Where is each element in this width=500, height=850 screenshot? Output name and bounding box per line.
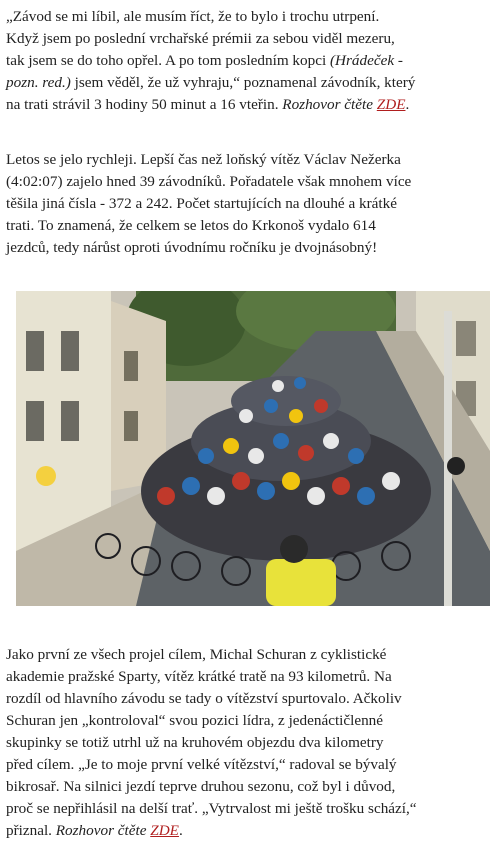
italic-text: Rozhovor čtěte <box>55 822 151 839</box>
text-segment: těšila jiná čísla - 372 a 242. Počet startujících na dlouhé a krátké <box>6 195 397 212</box>
text-line <box>6 798 496 820</box>
text-line <box>6 688 496 710</box>
text-segment: Když jsem po poslední vrchařské prémii za sebou viděl mezeru, <box>6 30 395 47</box>
text-segment: před cílem. „Je to moje první velké vítězství,“ radoval se bývalý <box>6 756 397 773</box>
text-line <box>6 644 496 666</box>
text-line <box>6 171 496 193</box>
text-segment: na trati strávil 3 hodiny 50 minut a 16 vteřin. <box>6 96 283 113</box>
text-line <box>6 149 496 171</box>
text-segment: . <box>405 96 410 113</box>
paragraph-race-stats <box>6 149 496 259</box>
italic-text: Rozhovor čtěte <box>282 96 377 113</box>
text-line <box>6 215 496 237</box>
text-line <box>6 754 496 776</box>
text-line <box>6 666 496 688</box>
peloton-photo <box>16 291 490 606</box>
text-segment: jezdců, tedy nárůst oproti úvodnímu ročníku je dvojnásobný! <box>6 239 378 256</box>
interview-link-label: ZDE <box>150 822 179 839</box>
interview-link[interactable] <box>377 96 406 113</box>
text-segment: akademie pražské Sparty, vítěz krátké tratě na 93 kilometrů. Na <box>6 668 392 685</box>
text-line <box>6 94 496 116</box>
text-line <box>6 193 496 215</box>
text-segment: Letos se jelo rychleji. Lepší čas než loňský vítěz Václav Nežerka <box>6 151 401 168</box>
text-line <box>6 732 496 754</box>
text-segment: . <box>178 822 183 839</box>
text-segment: skupinky se totiž utrhl už na kruhovém objezdu dva kilometry <box>6 734 384 751</box>
text-segment: Schuran jen „kontroloval“ svou pozici lídra, z jedenáctičlenné <box>6 712 384 729</box>
paragraph-short-race <box>6 644 496 842</box>
italic-text: pozn. red.) <box>6 74 71 91</box>
text-segment: Jako první ze všech projel cílem, Michal Schuran z cyklistické <box>6 646 387 663</box>
text-segment: přiznal. <box>6 822 56 839</box>
text-segment: (4:02:07) zajelo hned 39 závodníků. Pořadatele však mnohem více <box>6 173 412 190</box>
text-line <box>6 820 496 842</box>
text-line <box>6 72 496 94</box>
text-line <box>6 710 496 732</box>
interview-link-label: ZDE <box>376 96 406 113</box>
text-segment: jsem věděl, že už vyhraju,“ poznamenal závodník, který <box>70 74 416 91</box>
text-segment: bikrosař. Na silnici jezdí teprve druhou sezonu, což byl i důvod, <box>6 778 396 795</box>
paragraph-winner-quote <box>6 6 496 116</box>
text-segment: „Závod se mi líbil, ale musím říct, že to bylo i trochu utrpení. <box>6 8 380 25</box>
text-line <box>6 50 496 72</box>
interview-link[interactable] <box>150 822 179 839</box>
text-segment: proč se nepřihlásil na delší trať. „Vytrvalost mi ještě trošku schází,“ <box>6 800 417 817</box>
text-segment: rozdíl od hlavního závodu se tady o vítězství spurtovalo. Ačkoliv <box>6 690 402 707</box>
text-line <box>6 776 496 798</box>
text-line <box>6 237 496 259</box>
text-line <box>6 6 496 28</box>
text-segment: tak jsem se do toho opřel. A po tom posledním kopci <box>6 52 330 69</box>
text-line <box>6 28 496 50</box>
text-segment: trati. To znamená, že celkem se letos do Krkonoš vydalo 614 <box>6 217 376 234</box>
italic-text: (Hrádeček - <box>329 52 403 69</box>
